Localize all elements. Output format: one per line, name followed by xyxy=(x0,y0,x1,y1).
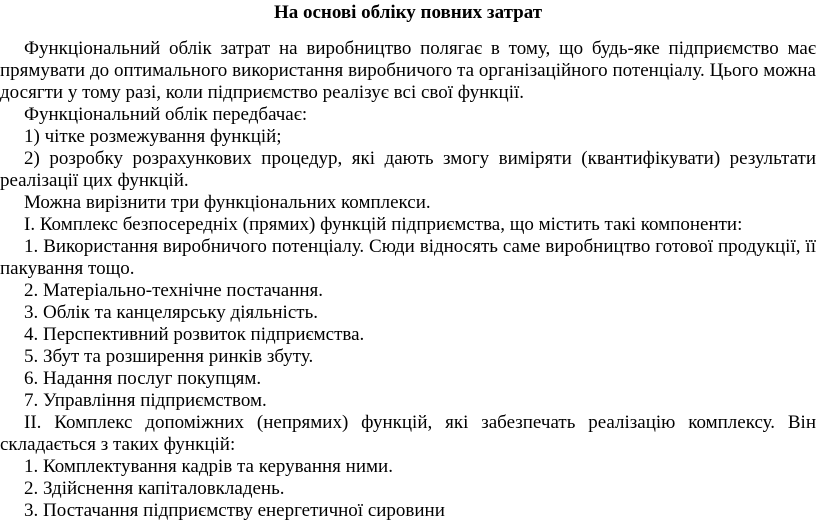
section-i-item-2: 2. Матеріально-технічне постачання. xyxy=(24,280,324,301)
section-i-item-6: 6. Надання послуг покупцям. xyxy=(24,368,262,389)
section-i-item-1: 1. Використання виробничого потенціалу. Сюди відносять саме виробництво готової продукції, її пакування тощо. xyxy=(0,236,816,279)
section-i-item-7: 7. Управління підприємством. xyxy=(24,390,267,411)
list-item-2: 2) розробку розрахункових процедур, які дають змогу виміряти (квантифікувати) результати реалізації цих функцій. xyxy=(0,148,816,191)
section-i-item-3: 3. Облік та канцелярську діяльність. xyxy=(24,302,318,323)
paragraph-intro: Функціональний облік затрат на виробництво полягає в тому, що будь-яке підприємство має прямувати до оптимального використання виробничого та організаційного потенціалу. Цього можна досягти у тому разі, коли підприємство реалізує всі свої функції. xyxy=(0,38,816,103)
paragraph-three-complexes: Можна вирізнити три функціональних комплекси. xyxy=(24,192,431,213)
section-ii-item-3: 3. Постачання підприємству енергетичної сировини xyxy=(24,500,445,521)
section-i-heading: I. Комплекс безпосередніх (прямих) функцій підприємства, що містить такі компоненти: xyxy=(24,214,743,235)
section-ii-heading: II. Комплекс допоміжних (непрямих) функцій, які забезпечать реалізацію комплексу. Він складається з таких функцій: xyxy=(0,412,816,455)
section-i-item-4: 4. Перспективний розвиток підприємства. xyxy=(24,324,365,345)
paragraph-provides: Функціональний облік передбачає: xyxy=(24,104,308,125)
document-body xyxy=(0,38,816,522)
section-ii-item-2: 2. Здійснення капіталовкладень. xyxy=(24,478,285,499)
list-item-1: 1) чітке розмежування функцій; xyxy=(24,126,282,147)
section-ii-item-1: 1. Комплектування кадрів та керування ними. xyxy=(24,456,393,477)
section-i-item-5: 5. Збут та розширення ринків збуту. xyxy=(24,346,314,367)
document-title: На основі обліку повних затрат xyxy=(273,2,543,23)
